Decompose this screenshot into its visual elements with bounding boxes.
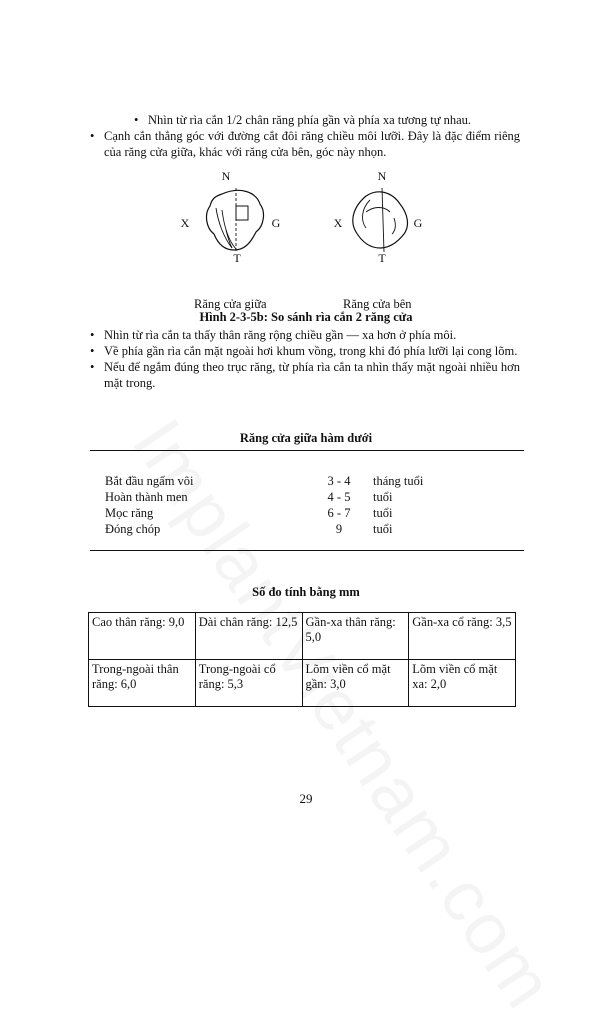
bullet-item: • Nhìn từ rìa cắn ta thấy thân răng rộng chiều gần — xa hơn ở phía môi.	[90, 327, 520, 343]
left-tooth-label-left: X	[180, 216, 190, 230]
bullet-item: • Về phía gần rìa cắn mặt ngoài hơi khum vồng, trong khi đó phía lưỡi lại cong lõm.	[90, 343, 520, 359]
right-tooth-label-bottom: T	[378, 251, 386, 265]
bullet-list-top	[90, 112, 520, 160]
left-tooth-diagram	[181, 169, 281, 265]
right-tooth-label-left: X	[333, 216, 343, 230]
development-table	[105, 473, 433, 537]
bullet-item: • Nếu để ngắm đúng theo trục răng, từ phía rìa cắn ta nhìn thấy mặt ngoài nhiều hơn mặt trong.	[90, 359, 520, 391]
row-value: 3 - 4	[327, 474, 351, 488]
table-row	[89, 613, 516, 660]
row-unit: tuổi	[373, 522, 393, 536]
right-tooth-label-right: G	[413, 216, 423, 230]
table-row	[105, 521, 433, 537]
table-cell: Trong-ngoài thân răng: 6,0	[89, 660, 196, 707]
table-cell: Lõm viền cổ mặt gần: 3,0	[302, 660, 409, 707]
row-value: 9	[335, 522, 343, 536]
divider	[90, 550, 524, 551]
bullet-item: • Cạnh cắn thẳng góc với đường cắt đôi răng chiều môi lưỡi. Đây là đặc điểm riêng của răng cửa giữa, khác với răng cửa bên, góc này nhọn.	[90, 128, 520, 160]
table-row	[105, 489, 433, 505]
row-unit: tháng tuổi	[373, 474, 424, 488]
left-tooth-label-top: N	[221, 169, 231, 183]
table-cell: Trong-ngoài cổ răng: 5,3	[195, 660, 302, 707]
left-tooth-label-bottom: T	[233, 251, 241, 265]
right-tooth-label-top: N	[377, 169, 387, 183]
row-unit: tuổi	[373, 506, 393, 520]
table-cell: Dài chân răng: 12,5	[195, 613, 302, 660]
divider	[90, 450, 524, 451]
figure-title: Hình 2-3-5b: So sánh rìa cắn 2 răng cửa	[199, 310, 413, 324]
row-label: Mọc răng	[105, 506, 154, 520]
measurements-title: Số đo tính bằng mm	[252, 585, 360, 599]
table-cell: Cao thân răng: 9,0	[89, 613, 196, 660]
row-unit: tuổi	[373, 490, 393, 504]
row-label: Bắt đầu ngấm vôi	[105, 474, 194, 488]
bullet-list-middle	[90, 327, 520, 391]
table-row	[105, 473, 433, 489]
left-tooth-label-right: G	[271, 216, 281, 230]
table-cell: Lõm viền cổ mặt xa: 2,0	[409, 660, 516, 707]
development-title: Răng cửa giữa hàm dưới	[239, 431, 373, 445]
table-row	[105, 505, 433, 521]
row-value: 4 - 5	[327, 490, 351, 504]
row-label: Hoàn thành men	[105, 490, 188, 504]
table-cell: Gần-xa thân răng: 5,0	[302, 613, 409, 660]
tooth-comparison-figure	[170, 166, 450, 276]
right-tooth-diagram	[334, 169, 423, 265]
measurements-table	[88, 612, 516, 707]
page-number: 29	[299, 791, 313, 806]
table-row	[89, 660, 516, 707]
table-cell: Gần-xa cổ răng: 3,5	[409, 613, 516, 660]
row-label: Đóng chóp	[105, 522, 161, 536]
figure-caption-left: Răng cửa giữa	[194, 297, 267, 311]
row-value: 6 - 7	[327, 506, 351, 520]
bullet-item: • Nhìn từ rìa cắn 1/2 chân răng phía gần và phía xa tương tự nhau.	[134, 112, 520, 128]
figure-caption-right: Răng cửa bên	[343, 297, 412, 311]
